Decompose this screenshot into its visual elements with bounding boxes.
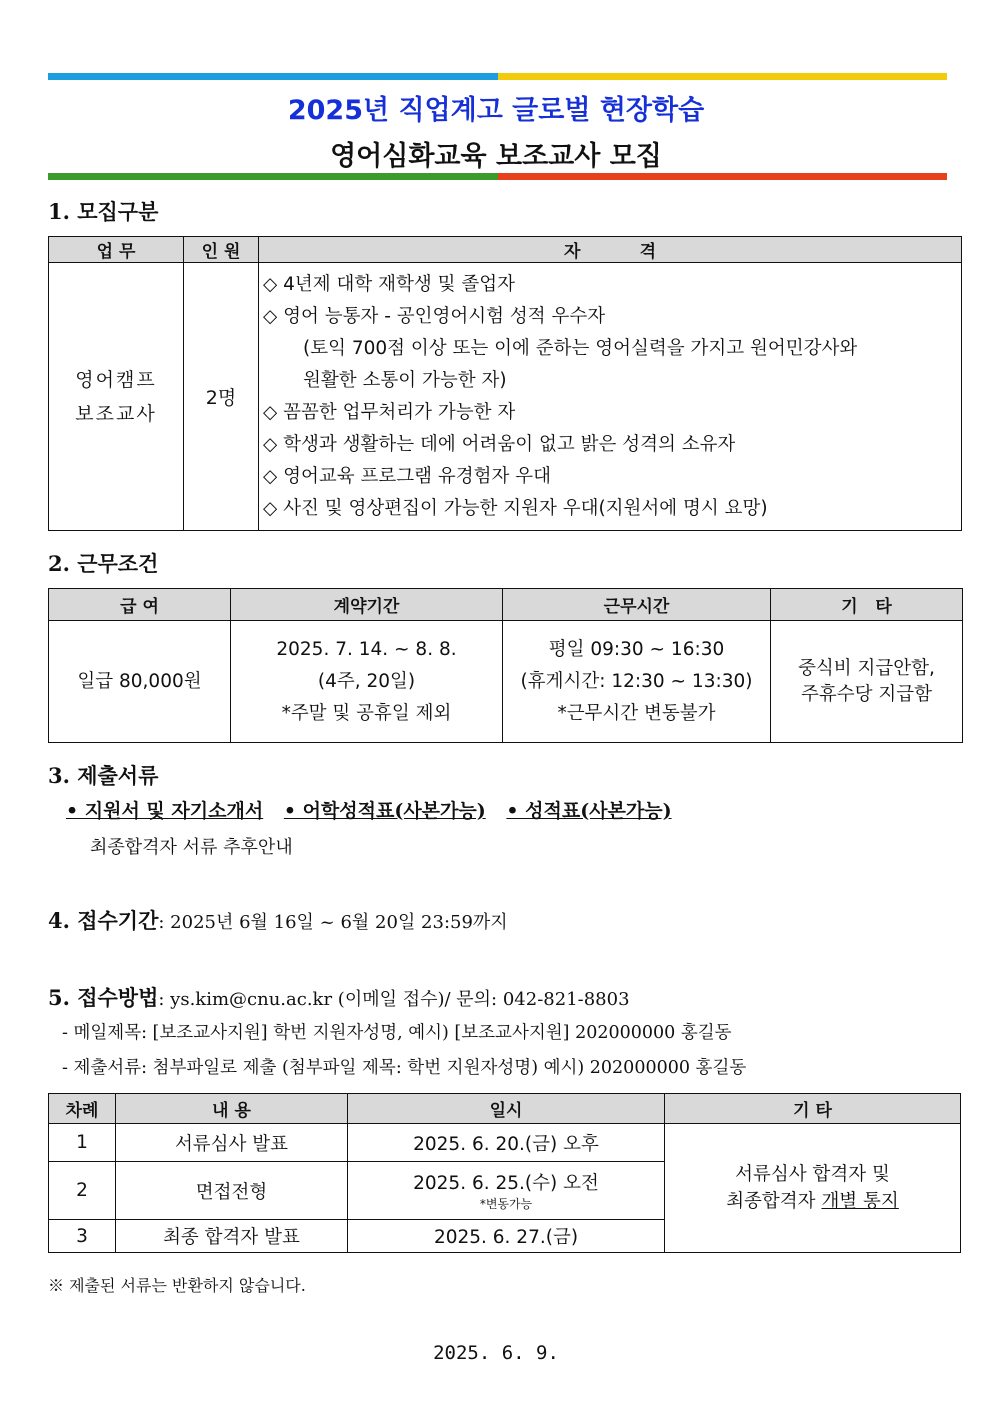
hours-line: (휴게시간: 12:30 ~ 13:30): [520, 670, 753, 692]
col-datetime: 일시: [348, 1094, 665, 1124]
footnote: ※ 제출된 서류는 반환하지 않습니다.: [48, 1276, 306, 1295]
mail-subject-line: - 메일제목: [보조교사지원] 학번 지원자성명, 예시) [보조교사지원] 202000000 홍길동: [62, 1023, 732, 1043]
qual-cell: [259, 263, 962, 531]
row-content: 면접전형: [116, 1162, 348, 1220]
remark-underlined: 개별 통지: [821, 1191, 899, 1212]
row-no: 2: [49, 1162, 116, 1220]
row-date: 2025. 6. 25.(수) 오전: [413, 1173, 599, 1194]
period-line: *주말 및 공휴일 제외: [281, 702, 452, 724]
doc-item: • 어학성적표(사본가능): [283, 800, 486, 822]
job-cell: [49, 263, 184, 531]
remark-line1: 서류심사 합격자 및: [735, 1164, 890, 1185]
remark-line2: [665, 1188, 960, 1215]
qual-item: (토익 700점 이상 또는 이에 준하는 영어실력을 가지고 원어민강사와: [303, 337, 858, 359]
docs-note: 최종합격자 서류 추후안내: [90, 837, 293, 858]
col-period: 계약기간: [231, 589, 503, 621]
qual-item: ◇ 사진 및 영상편집이 가능한 지원자 우대(지원서에 명시 요망): [263, 497, 768, 519]
period-line: (4주, 20일): [317, 670, 416, 692]
count-cell: 2명: [184, 263, 259, 531]
row-date: 2025. 6. 27.(금): [348, 1220, 665, 1253]
section5-text: : ys.kim@cnu.ac.kr (이메일 접수)/ 문의: 042-821-8803: [158, 989, 630, 1010]
row-date: 2025. 6. 20.(금) 오후: [348, 1124, 665, 1162]
hours-cell: [503, 621, 771, 743]
qual-item: ◇ 영어교육 프로그램 유경험자 우대: [263, 465, 551, 487]
top-color-bar: [48, 73, 947, 80]
recruit-table: [48, 236, 962, 531]
title-line2: 영어심화교육 보조교사 모집: [330, 141, 662, 172]
section5-heading: 5. 접수방법: [48, 985, 159, 1010]
row-content: 서류심사 발표: [116, 1124, 348, 1162]
qual-item: ◇ 영어 능통자 - 공인영어시험 성적 우수자: [263, 305, 606, 327]
etc-line: 주휴수당 지급함: [801, 683, 932, 705]
doc-item: • 성적표(사본가능): [506, 800, 672, 822]
doc-item: • 지원서 및 자기소개서: [66, 800, 264, 822]
required-docs: [66, 796, 686, 823]
col-order: 차례: [49, 1094, 116, 1124]
attach-line: - 제출서류: 첨부파일로 제출 (첨부파일 제목: 학번 지원자성명) 예시) 202000000 홍길동: [62, 1058, 747, 1078]
bottom-color-bar: [48, 173, 947, 180]
period-line: 2025. 7. 14. ~ 8. 8.: [276, 638, 457, 660]
remark-text: 최종합격자: [726, 1191, 822, 1212]
col-job: 업 무: [49, 237, 184, 263]
qual-item: 원활한 소통이 가능한 자): [303, 369, 507, 391]
remark-cell: [665, 1124, 961, 1253]
row-no: 3: [49, 1220, 116, 1253]
qual-item: ◇ 4년제 대학 재학생 및 졸업자: [263, 273, 515, 295]
qual-item: ◇ 꼼꼼한 업무처리가 가능한 자: [263, 401, 516, 423]
work-table: [48, 588, 963, 743]
col-hours: 근무시간: [503, 589, 771, 621]
section4-heading: 4. 접수기간: [48, 908, 159, 933]
document-date: 2025. 6. 9.: [433, 1342, 559, 1364]
section5: [48, 982, 630, 1012]
row-date-cell: [348, 1162, 665, 1220]
section4: [48, 905, 508, 935]
hours-line: *근무시간 변동불가: [557, 702, 716, 724]
section1-heading: 1. 모집구분: [48, 199, 159, 224]
schedule-table: [48, 1093, 961, 1253]
period-cell: [231, 621, 503, 743]
col-pay: 급 여: [49, 589, 231, 621]
col-etc: 기 타: [771, 589, 963, 621]
row-content: 최종 합격자 발표: [116, 1220, 348, 1253]
col-content: 내 용: [116, 1094, 348, 1124]
section2-heading: 2. 근무조건: [48, 551, 159, 576]
col-count: 인 원: [184, 237, 259, 263]
pay-cell: 일급 80,000원: [49, 621, 231, 743]
row-no: 1: [49, 1124, 116, 1162]
title-line1: 2025년 직업계고 글로벌 현장학습: [287, 95, 705, 126]
section3-heading: 3. 제출서류: [48, 763, 159, 788]
row-date-sub: *변동가능: [479, 1197, 533, 1211]
job-label: 영어캠프 보조교사: [75, 368, 157, 425]
col-qual: 자 격: [259, 237, 962, 263]
etc-cell: [771, 621, 963, 743]
hours-line: 평일 09:30 ~ 16:30: [548, 638, 725, 660]
etc-line: 중식비 지급안함,: [798, 657, 935, 679]
qual-item: ◇ 학생과 생활하는 데에 어려움이 없고 밝은 성격의 소유자: [263, 433, 736, 455]
col-remark: 기 타: [665, 1094, 961, 1124]
section4-text: : 2025년 6월 16일 ~ 6월 20일 23:59까지: [158, 912, 508, 933]
